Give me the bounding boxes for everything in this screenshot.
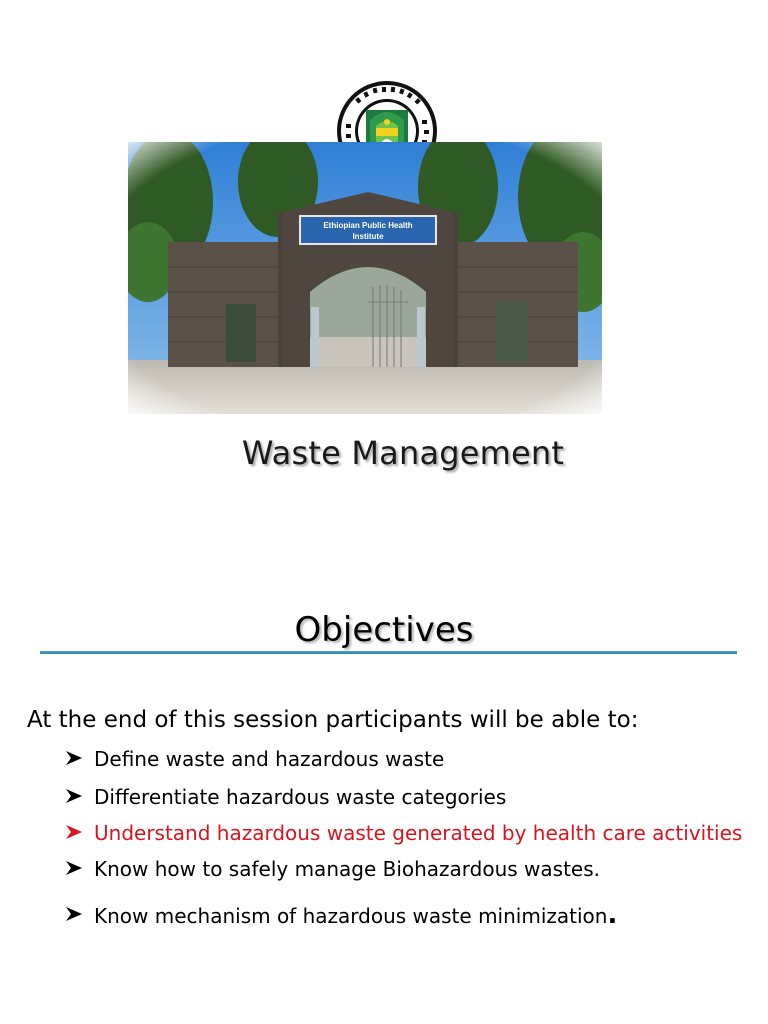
arrow-bullet-icon <box>66 751 82 765</box>
list-item <box>66 744 746 774</box>
list-item <box>66 818 746 848</box>
arrow-bullet-icon <box>66 861 82 875</box>
arrow-bullet-icon <box>66 825 82 839</box>
arrow-bullet-icon <box>66 907 82 921</box>
arrow-bullet-icon <box>66 789 82 803</box>
institute-gate-photo <box>128 142 602 414</box>
list-item <box>66 854 746 884</box>
slide-title: Waste Management <box>241 434 565 472</box>
objectives-list <box>66 744 746 931</box>
list-item <box>66 900 746 931</box>
objective-text: Know mechanism of hazardous waste minimization <box>94 904 608 928</box>
objective-text: Know how to safely manage Biohazardous wastes. <box>94 857 601 881</box>
objective-text: Define waste and hazardous waste <box>94 747 445 771</box>
objective-text: Understand hazardous waste generated by health care activities <box>94 821 743 845</box>
objectives-intro: At the end of this session participants will be able to: <box>27 707 639 733</box>
objective-text: Differentiate hazardous waste categories <box>94 785 507 809</box>
objectives-title: Objectives <box>294 610 474 650</box>
title-divider <box>40 651 737 654</box>
list-item <box>66 782 746 812</box>
objective-period: . <box>607 900 618 930</box>
